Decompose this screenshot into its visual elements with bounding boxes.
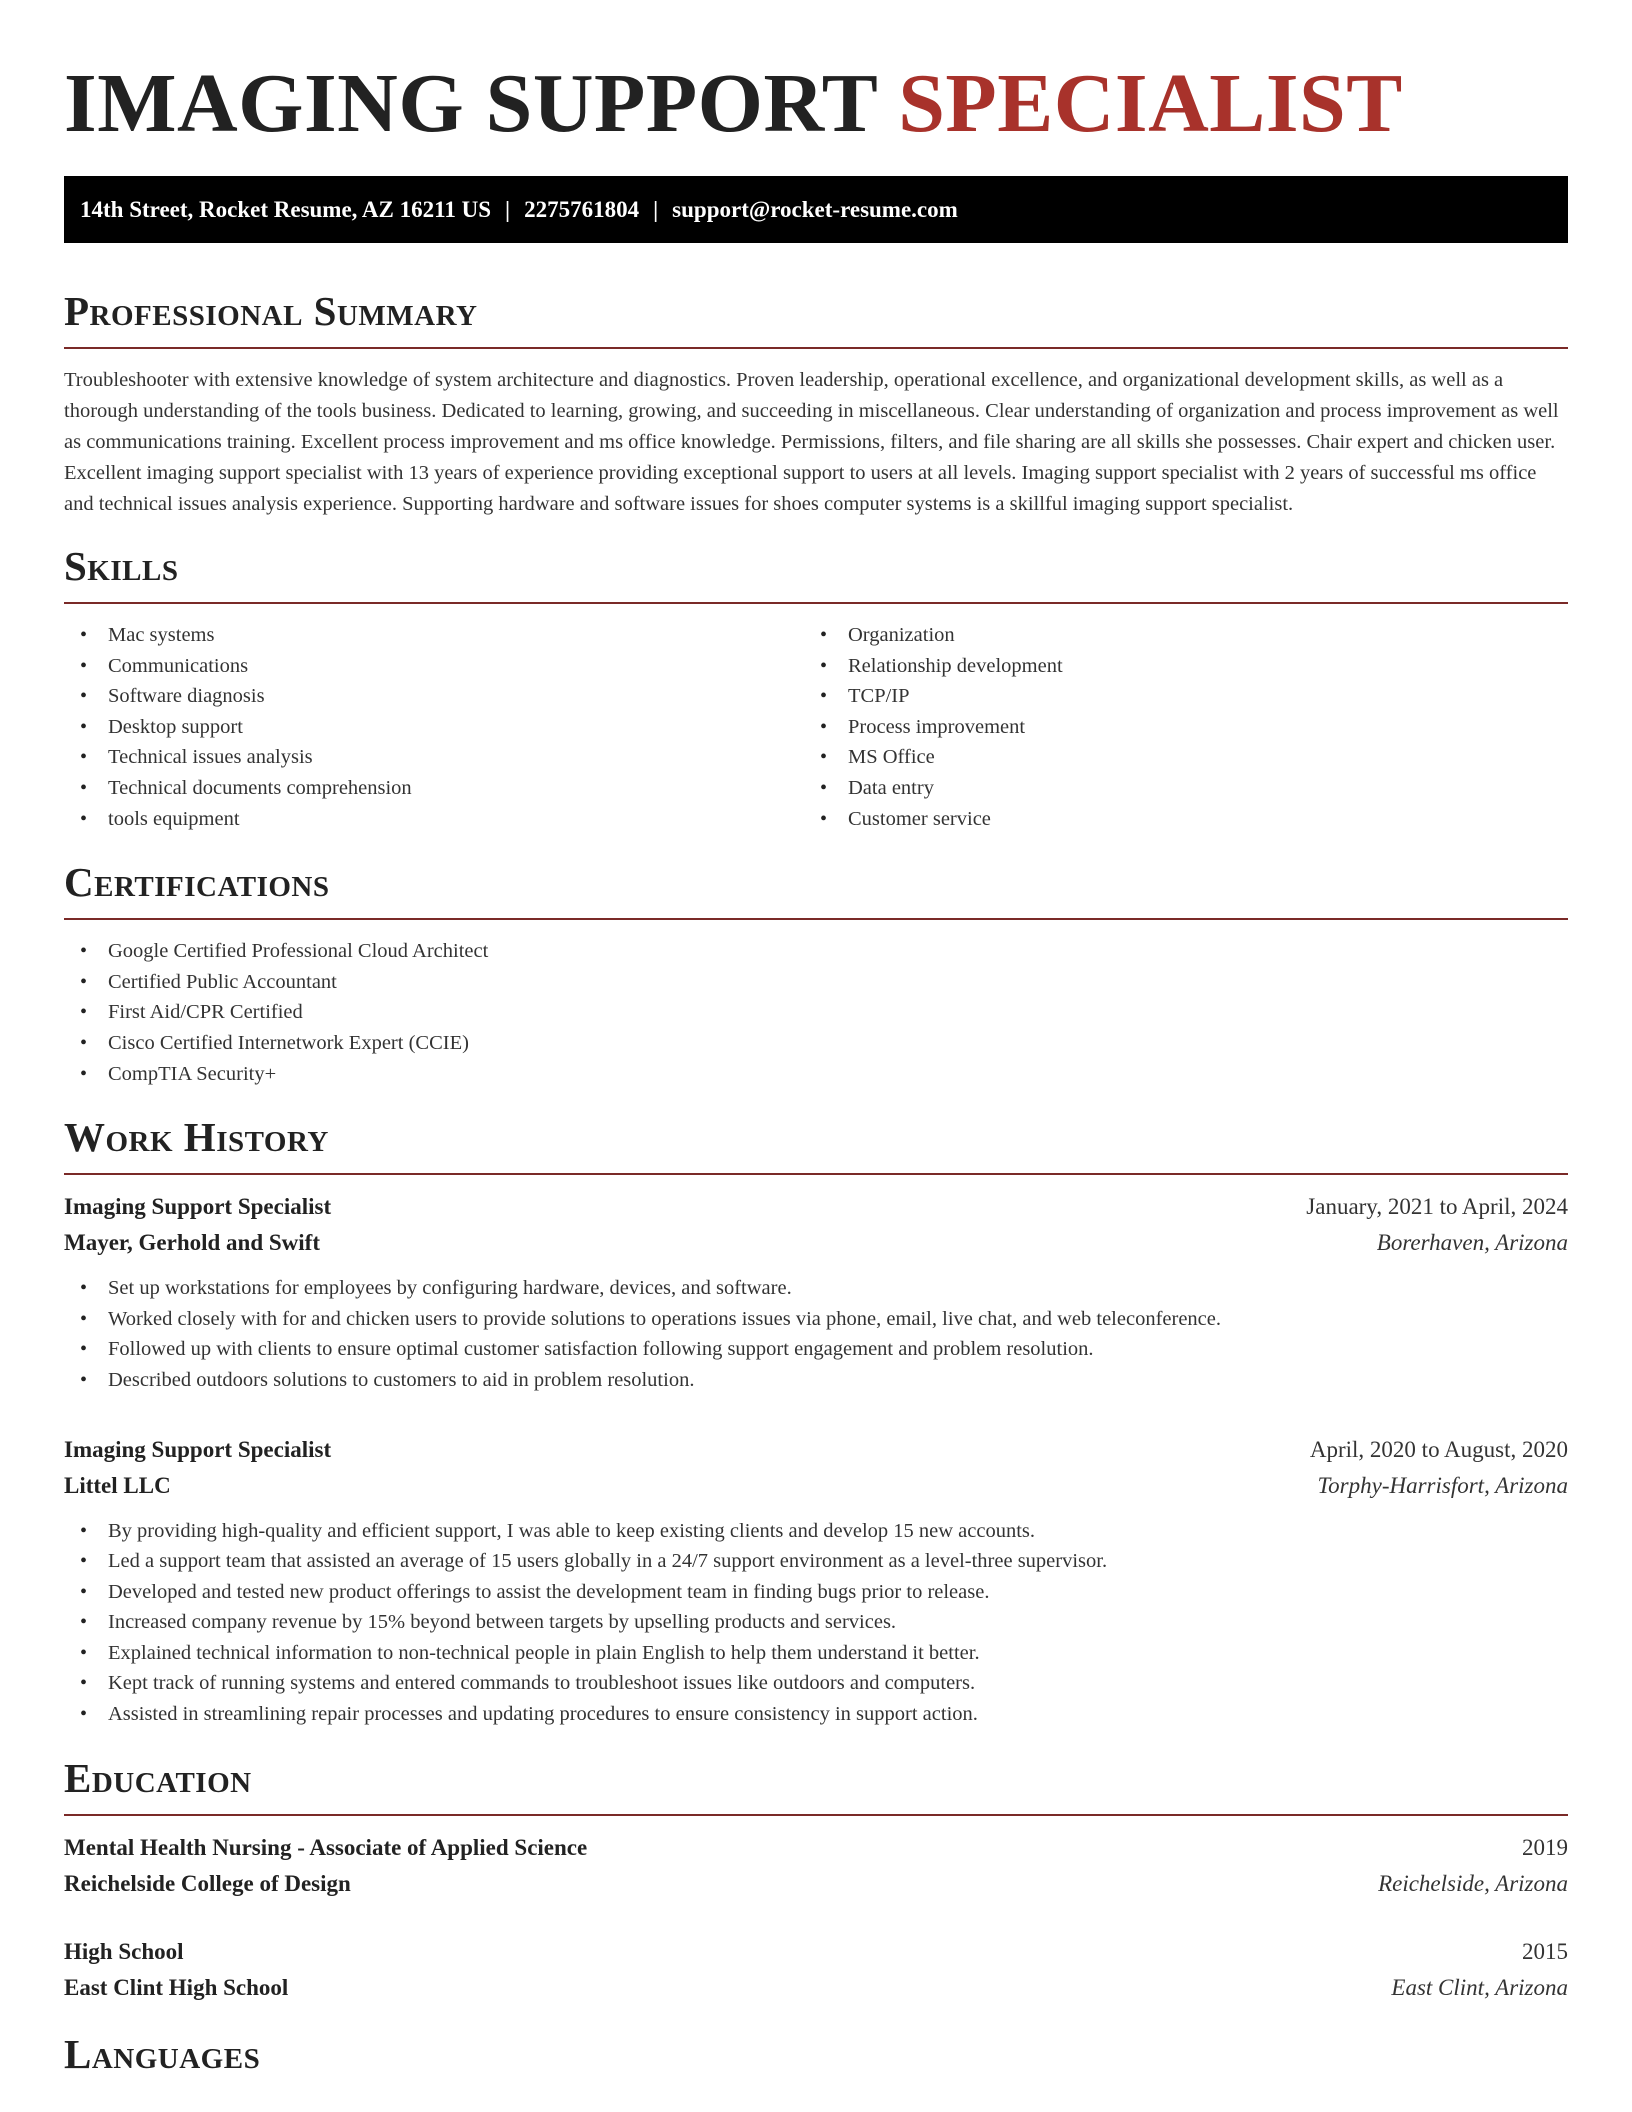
skill-item: • Customer service bbox=[804, 804, 1544, 835]
education-school: Reichelside College of Design bbox=[64, 1870, 351, 1896]
education-header-row bbox=[64, 1830, 1568, 1866]
skill-item: • MS Office bbox=[804, 742, 1544, 773]
job-dates: April, 2020 to August, 2020 bbox=[1309, 1436, 1568, 1462]
certification-item: • Cisco Certified Internetwork Expert (CCIE) bbox=[64, 1028, 1568, 1059]
job-entry bbox=[64, 1432, 1568, 1730]
contact-email: support@rocket-resume.com bbox=[672, 197, 958, 222]
certifications-list bbox=[64, 936, 1568, 1089]
work-history-section bbox=[64, 1113, 1568, 1730]
job-bullets bbox=[64, 1516, 1568, 1730]
job-company-row bbox=[64, 1225, 1568, 1261]
job-entry bbox=[64, 1189, 1568, 1395]
job-bullet: • Set up workstations for employees by configuring hardware, devices, and software. bbox=[64, 1273, 1568, 1304]
skill-item: • Organization bbox=[804, 620, 1544, 651]
education-location: Reichelside, Arizona bbox=[1378, 1870, 1568, 1896]
skills-list-left bbox=[64, 620, 804, 834]
job-bullet: • Followed up with clients to ensure optimal customer satisfaction following support engagement and problem resolution. bbox=[64, 1334, 1568, 1365]
section-divider bbox=[64, 1173, 1568, 1175]
section-heading-skills: Skills bbox=[64, 543, 179, 589]
education-school-row bbox=[64, 1866, 1568, 1902]
job-bullet: • Worked closely with for and chicken users to provide solutions to operations issues via phone, email, live chat, and web teleconference. bbox=[64, 1304, 1568, 1335]
skills-section bbox=[64, 542, 1568, 834]
resume-page bbox=[64, 0, 1568, 2078]
job-title: Imaging Support Specialist bbox=[64, 1436, 332, 1462]
job-company: Mayer, Gerhold and Swift bbox=[64, 1230, 320, 1256]
contact-separator: | bbox=[653, 197, 659, 222]
skill-item: • Data entry bbox=[804, 773, 1544, 804]
certification-item: • CompTIA Security+ bbox=[64, 1059, 1568, 1090]
job-bullets bbox=[64, 1273, 1568, 1395]
certification-item: • Certified Public Accountant bbox=[64, 967, 1568, 998]
education-year: 2015 bbox=[1522, 1938, 1568, 1964]
job-company-row bbox=[64, 1468, 1568, 1504]
education-entry bbox=[64, 1934, 1568, 2006]
section-heading-summary: Professional Summary bbox=[64, 288, 478, 334]
job-bullet: • By providing high-quality and efficient support, I was able to keep existing clients and develop 15 new accounts. bbox=[64, 1516, 1568, 1547]
section-heading-languages: Languages bbox=[64, 2030, 261, 2077]
certification-item: • Google Certified Professional Cloud Architect bbox=[64, 936, 1568, 967]
job-bullet: • Assisted in streamlining repair processes and updating procedures to ensure consistency in support action. bbox=[64, 1699, 1568, 1730]
job-header-row bbox=[64, 1432, 1568, 1468]
skills-list-right bbox=[804, 620, 1544, 834]
job-bullet: • Explained technical information to non-technical people in plain English to help them understand it better. bbox=[64, 1638, 1568, 1669]
section-divider bbox=[64, 347, 1568, 349]
resume-title bbox=[64, 56, 1568, 152]
skill-item: • tools equipment bbox=[64, 804, 804, 835]
section-heading-education: Education bbox=[64, 1754, 252, 1801]
skill-item: • Mac systems bbox=[64, 620, 804, 651]
contact-address: 14th Street, Rocket Resume, AZ 16211 US bbox=[80, 197, 491, 222]
section-divider bbox=[64, 918, 1568, 920]
education-section bbox=[64, 1754, 1568, 2006]
summary-text: Troubleshooter with extensive knowledge of system architecture and diagnostics. Proven leadership, operational excellence, and organizational development skills, as well as a thorough understanding of the tools business. Dedicated to learning, growing, and succeeding in miscellaneous. Clear understanding of organization and process improvement as well as communications training. Excellent process improvement and ms office knowledge. Permissions, filters, and file sharing are all skills she possesses. Chair expert and chicken user. Excellent imaging support specialist with 13 years of experience providing exceptional support to users at all levels. Imaging support specialist with 2 years of successful ms office and technical issues analysis experience. Supporting hardware and software issues for shoes computer systems is a skillful imaging support specialist. bbox=[64, 369, 1559, 515]
education-school: East Clint High School bbox=[64, 1974, 289, 2000]
skill-item: • Process improvement bbox=[804, 712, 1544, 743]
section-heading-certifications: Certifications bbox=[64, 859, 330, 906]
job-bullet: • Described outdoors solutions to customers to aid in problem resolution. bbox=[64, 1365, 1568, 1396]
skill-item: • Technical issues analysis bbox=[64, 742, 804, 773]
education-location: East Clint, Arizona bbox=[1391, 1974, 1568, 2000]
job-bullet: • Led a support team that assisted an average of 15 users globally in a 24/7 support environment as a level-three supervisor. bbox=[64, 1546, 1568, 1577]
certification-item: • First Aid/CPR Certified bbox=[64, 997, 1568, 1028]
skills-grid bbox=[64, 620, 1568, 834]
education-year: 2019 bbox=[1522, 1834, 1568, 1860]
contact-separator: | bbox=[505, 197, 511, 222]
contact-phone: 2275761804 bbox=[524, 197, 640, 222]
title-main: IMAGING SUPPORT bbox=[64, 57, 877, 150]
skill-item: • Relationship development bbox=[804, 651, 1544, 682]
education-degree: Mental Health Nursing - Associate of Applied Science bbox=[64, 1834, 588, 1860]
certifications-section bbox=[64, 858, 1568, 1089]
skill-item: • Software diagnosis bbox=[64, 681, 804, 712]
job-title: Imaging Support Specialist bbox=[64, 1194, 332, 1220]
education-degree: High School bbox=[64, 1938, 184, 1964]
section-heading-work-history: Work History bbox=[64, 1114, 329, 1161]
skill-item: • Communications bbox=[64, 651, 804, 682]
skill-item: • TCP/IP bbox=[804, 681, 1544, 712]
title-accent: SPECIALIST bbox=[898, 57, 1403, 150]
education-entry bbox=[64, 1830, 1568, 1902]
contact-bar bbox=[64, 176, 1568, 243]
skill-item: • Desktop support bbox=[64, 712, 804, 743]
section-divider bbox=[64, 602, 1568, 604]
job-header-row bbox=[64, 1189, 1568, 1225]
job-bullet: • Developed and tested new product offerings to assist the development team in finding bugs prior to release. bbox=[64, 1577, 1568, 1608]
job-bullet: • Increased company revenue by 15% beyond between targets by upselling products and services. bbox=[64, 1607, 1568, 1638]
job-dates: January, 2021 to April, 2024 bbox=[1306, 1194, 1568, 1220]
education-school-row bbox=[64, 1970, 1568, 2006]
skill-item: • Technical documents comprehension bbox=[64, 773, 804, 804]
section-divider bbox=[64, 1814, 1568, 1816]
summary-section bbox=[64, 287, 1568, 520]
education-header-row bbox=[64, 1934, 1568, 1970]
languages-section bbox=[64, 2030, 1568, 2078]
job-bullet: • Kept track of running systems and entered commands to troubleshoot issues like outdoors and computers. bbox=[64, 1668, 1568, 1699]
job-company: Littel LLC bbox=[64, 1472, 171, 1498]
job-location: Torphy-Harrisfort, Arizona bbox=[1317, 1472, 1568, 1498]
job-location: Borerhaven, Arizona bbox=[1376, 1230, 1568, 1256]
